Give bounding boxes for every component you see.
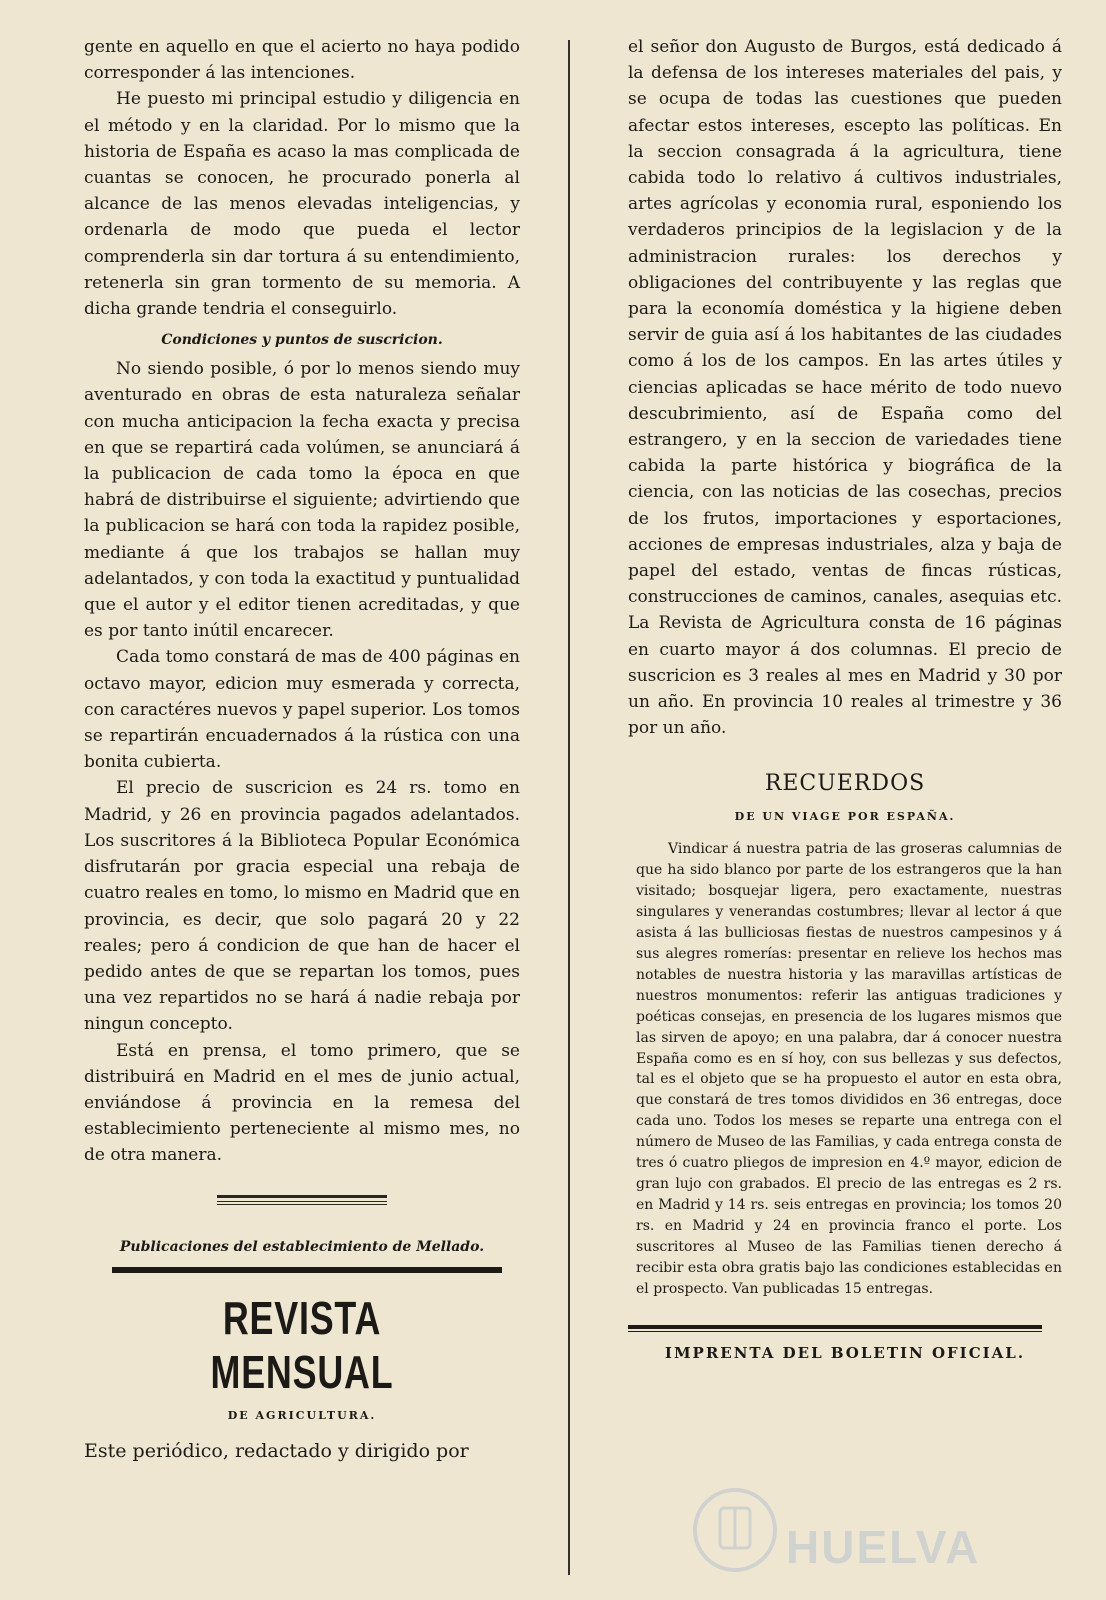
left-paragraph-5: El precio de suscricion es 24 rs. tomo en Madrid, y 26 en provincia pagados adelantados. Los suscritores á la Biblioteca Popular Económica disfrutarán por gracia especial una rebaja de cuatro reales en tomo, lo mismo en Madrid que en provincia, es decir, que solo pagará 20 y 22 reales; pero á condicion de que han de hacer el pedido antes de que se repartan los tomos, pues una vez repartidos no se hará á nadie rebaja por ningun concepto. [84, 778, 520, 1035]
imprenta-footer: IMPRENTA DEL BOLETIN OFICIAL. [664, 1344, 1026, 1363]
watermark-text: HUELVA [786, 1521, 981, 1573]
divider-rule [217, 1195, 387, 1202]
right-column [628, 34, 1062, 1362]
right-paragraph-2: Vindicar á nuestra patria de las groseras calumnias de que ha sido blanco por parte de los estrangeros que la han visitado; bosquejar ligera, pero exactamente, nuestras singulares y venerandas costumbres; llevar al lector á que asista á las bulliciosas fiestas de nuestros campesinos y á sus alegres romerías: presentar en relieve los hechos mas notables de nuestra historia y las maravillas artísticas de nuestros monumentos: referir las antiguas tradiciones y poéticas consejas, en presencia de los lugares mismos que las sirven de apoyo; en una palabra, dar á conocer nuestra España como es en sí hoy, con sus bellezas y sus defectos, tal es el objeto que se ha propuesto el autor en esta obra, que constará de tres tomos divididos en 36 entregas, doce cada uno. Todos los meses se reparte una entrega con el número de Museo de las Familias, y cada entrega consta de tres ó cuatro pliegos de impresion en 4.º mayor, edicion de gran lujo con grabados. El precio de las entregas es 2 rs. en Madrid y 14 rs. seis entregas en provincia; los tomos 20 rs. en Madrid y 24 en provincia franco el porte. Los suscritores al Museo de las Familias tienen derecho á recibir esta obra gratis bajo las condiciones establecidas en el prospecto. Van publicadas 15 entregas. [636, 841, 1062, 1297]
column-divider [568, 40, 570, 1575]
left-paragraph-2: He puesto mi principal estudio y diligencia en el método y en la claridad. Por lo mismo que la historia de España es acaso la mas complicada de cuantas se conocen, he procurado ponerla al alcance de las menos elevadas inteligencias, y ordenarla de modo que pueda el lector comprenderla sin dar tortura á su entendimiento, retenerla sin gran tormento de su memoria. A dicha grande tendria el conseguirlo. [84, 89, 520, 320]
coat-of-arms-icon [690, 1480, 780, 1580]
masthead-rule [112, 1267, 502, 1273]
left-last-line: Este periódico, redactado y dirigido por [84, 1439, 469, 1462]
revista-masthead: REVISTA MENSUAL [210, 1291, 394, 1398]
left-paragraph-3: No siendo posible, ó por lo menos siendo muy aventurado en obras de esta naturaleza señalar con mucha anticipacion la fecha exacta y precisa en que se repartirá cada volúmen, se anunciará á la publicacion de cada tomo la época en que habrá de distribuirse el siguiente; advirtiendo que la publicacion se hará con toda la rapidez posible, mediante á que los trabajos se hallan muy adelantados, y con toda la exactitud y puntualidad que el autor y el editor tienen acreditadas, y que es por tanto inútil encarecer. [84, 359, 520, 642]
right-paragraph-1: el señor don Augusto de Burgos, está dedicado á la defensa de los intereses materiales del pais, y se ocupa de todas las cuestiones que pueden afectar estos intereses, escepto las políticas. En la seccion consagrada á la agricultura, tiene cabida todo lo relativo á cultivos industriales, artes agrícolas y economia rural, esponiendo los verdaderos principios de la legislacion y de la administracion rurales: los derechos y obligaciones del contribuyente y las reglas que para la economía doméstica y la higiene deben servir de guia así á los habitantes de las ciudades como á los de los campos. En las artes útiles y ciencias aplicadas se hace mérito de todo nuevo descubrimiento, así de España como del estrangero, y en la seccion de variedades tiene cabida la parte histórica y biográfica de la ciencia, con las noticias de las cosechas, precios de los frutos, importaciones y esportaciones, acciones de empresas industriales, alza y baja de papel del estado, ventas de fincas rústicas, construcciones de caminos, canales, asequias etc. La Revista de Agricultura consta de 16 páginas en cuarto mayor á dos columnas. El precio de suscricion es 3 reales al mes en Madrid y 30 por un año. En provincia 10 reales al trimestre y 36 por un año. [628, 37, 1062, 739]
recuerdos-subtitle: DE UN VIAGE POR ESPAÑA. [734, 810, 956, 824]
left-paragraph-1: gente en aquello en que el acierto no haya podido corresponder á las intenciones. [84, 37, 520, 84]
huelva-watermark [690, 1480, 1070, 1580]
left-column [84, 34, 520, 1462]
recuerdos-title: RECUERDOS [764, 771, 926, 797]
publications-heading: Publicaciones del establecimiento de Mellado. [119, 1238, 485, 1255]
subscription-conditions-heading: Condiciones y puntos de suscricion. [161, 332, 443, 349]
imprenta-rule [628, 1325, 1042, 1329]
divider-rule-thin [217, 1204, 387, 1205]
imprenta-rule-thin [628, 1331, 1042, 1332]
revista-subtitle: DE AGRICULTURA. [227, 1408, 377, 1422]
left-paragraph-4: Cada tomo constará de mas de 400 páginas en octavo mayor, edicion muy esmerada y correcta, con caractéres nuevos y papel superior. Los tomos se repartirán encuadernados á la rústica con una bonita cubierta. [84, 647, 520, 773]
left-paragraph-6: Está en prensa, el tomo primero, que se distribuirá en Madrid en el mes de junio actual, enviándose á provincia en la remesa del establecimiento perteneciente al mismo mes, no de otra manera. [84, 1040, 520, 1166]
